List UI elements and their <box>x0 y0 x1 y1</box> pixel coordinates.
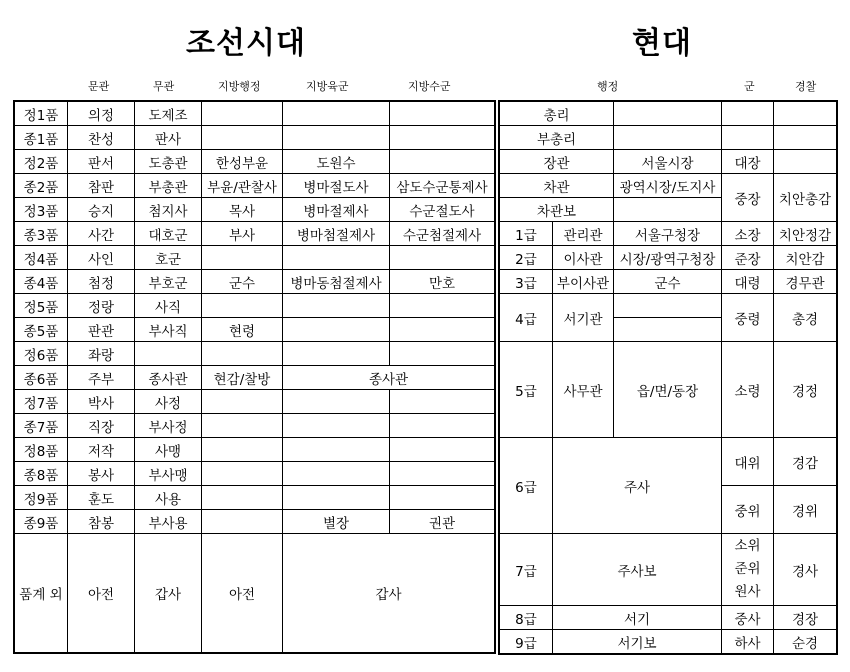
cell <box>614 318 722 342</box>
cell <box>390 414 495 438</box>
grade-cell: 4급 <box>500 294 553 342</box>
header-local-navy: 지방수군 <box>408 80 451 93</box>
cell <box>202 126 283 150</box>
header-admin: 행정 <box>597 80 619 93</box>
cell-line: 준위 <box>734 561 761 577</box>
cell <box>774 150 837 174</box>
table-row <box>500 222 837 246</box>
cell: 도총관 <box>135 150 202 174</box>
cell: 의정 <box>68 102 135 126</box>
table-row <box>500 438 837 486</box>
cell: 경감 <box>774 438 837 486</box>
table-row <box>500 126 837 150</box>
cell: 주사보 <box>553 534 722 606</box>
table-row <box>500 150 837 174</box>
cell: 장관 <box>500 150 614 174</box>
cell: 아전 <box>68 534 135 653</box>
cell: 도제조 <box>135 102 202 126</box>
cell: 서울시장 <box>614 150 722 174</box>
cell <box>614 102 722 126</box>
cell <box>283 294 390 318</box>
rank-cell: 정5품 <box>15 294 68 318</box>
table-row <box>15 534 495 653</box>
cell: 첨정 <box>68 270 135 294</box>
cell: 소령 <box>722 342 774 438</box>
cell: 사정 <box>135 390 202 414</box>
cell: 수군절도사 <box>390 198 495 222</box>
cell: 병마절제사 <box>283 198 390 222</box>
cell <box>283 246 390 270</box>
cell <box>283 486 390 510</box>
cell: 차관 <box>500 174 614 198</box>
cell <box>202 390 283 414</box>
cell: 부이사관 <box>553 270 614 294</box>
table-row <box>15 486 495 510</box>
cell <box>283 462 390 486</box>
cell <box>774 126 837 150</box>
table-row <box>500 174 837 198</box>
cell: 사맹 <box>135 438 202 462</box>
cell: 부총리 <box>500 126 614 150</box>
cell: 종사관 <box>283 366 495 390</box>
cell <box>202 438 283 462</box>
cell <box>202 294 283 318</box>
cell: 중위 <box>722 486 774 534</box>
cell: 현령 <box>202 318 283 342</box>
cell: 주부 <box>68 366 135 390</box>
cell: 종사관 <box>135 366 202 390</box>
table-row <box>15 270 495 294</box>
cell: 차관보 <box>500 198 614 222</box>
grade-cell: 5급 <box>500 342 553 438</box>
cell <box>390 390 495 414</box>
cell <box>202 102 283 126</box>
rank-cell: 종3품 <box>15 222 68 246</box>
cell: 부사용 <box>135 510 202 534</box>
cell <box>390 102 495 126</box>
header-local-admin: 지방행정 <box>218 80 261 93</box>
cell: 치안정감 <box>774 222 837 246</box>
cell <box>202 510 283 534</box>
cell: 서기관 <box>553 294 614 342</box>
cell <box>390 342 495 366</box>
header-army: 군 <box>744 80 755 93</box>
cell <box>614 126 722 150</box>
rank-cell: 정8품 <box>15 438 68 462</box>
cell: 판관 <box>68 318 135 342</box>
cell: 순경 <box>774 630 837 654</box>
rank-cell: 종8품 <box>15 462 68 486</box>
rank-cell: 종4품 <box>15 270 68 294</box>
cell-line: 소위 <box>734 538 761 554</box>
grade-cell: 1급 <box>500 222 553 246</box>
cell: 부총관 <box>135 174 202 198</box>
cell: 서울구청장 <box>614 222 722 246</box>
cell <box>390 126 495 150</box>
cell <box>202 486 283 510</box>
cell <box>390 294 495 318</box>
cell: 아전 <box>202 534 283 653</box>
cell <box>390 318 495 342</box>
cell <box>390 246 495 270</box>
joseon-title: 조선시대 <box>186 26 306 61</box>
cell: 박사 <box>68 390 135 414</box>
header-civil: 문관 <box>88 80 110 93</box>
rank-cell: 종5품 <box>15 318 68 342</box>
cell: 좌랑 <box>68 342 135 366</box>
header-police: 경찰 <box>795 80 817 93</box>
cell: 갑사 <box>283 534 495 653</box>
table-row <box>15 222 495 246</box>
cell: 대호군 <box>135 222 202 246</box>
cell <box>722 102 774 126</box>
cell <box>202 414 283 438</box>
table-row <box>15 318 495 342</box>
table-row <box>15 246 495 270</box>
table-row <box>15 126 495 150</box>
cell: 판사 <box>135 126 202 150</box>
cell: 병마첨절제사 <box>283 222 390 246</box>
table-row <box>15 198 495 222</box>
cell: 사인 <box>68 246 135 270</box>
rank-cell: 정6품 <box>15 342 68 366</box>
cell: 하사 <box>722 630 774 654</box>
rank-cell: 종2품 <box>15 174 68 198</box>
modern-rank-table <box>499 101 837 654</box>
cell <box>283 438 390 462</box>
table-row <box>500 630 837 654</box>
header-local-army: 지방육군 <box>306 80 349 93</box>
cell <box>774 102 837 126</box>
table-row <box>15 390 495 414</box>
cell: 승지 <box>68 198 135 222</box>
grade-cell: 8급 <box>500 606 553 630</box>
cell: 소장 <box>722 222 774 246</box>
grade-cell: 7급 <box>500 534 553 606</box>
table-row <box>500 270 837 294</box>
rank-cell: 정1품 <box>15 102 68 126</box>
cell: 총경 <box>774 294 837 342</box>
cell: 부윤/관찰사 <box>202 174 283 198</box>
cell: 서기 <box>553 606 722 630</box>
cell <box>283 342 390 366</box>
header-military: 무관 <box>153 80 175 93</box>
cell: 수군첨절제사 <box>390 222 495 246</box>
cell <box>283 318 390 342</box>
cell <box>614 198 722 222</box>
cell <box>202 462 283 486</box>
rank-cell: 종9품 <box>15 510 68 534</box>
rank-cell: 종7품 <box>15 414 68 438</box>
cell: 경무관 <box>774 270 837 294</box>
table-row <box>500 102 837 126</box>
grade-cell: 6급 <box>500 438 553 534</box>
cell: 현감/찰방 <box>202 366 283 390</box>
cell: 사무관 <box>553 342 614 438</box>
cell: 치안감 <box>774 246 837 270</box>
cell: 참봉 <box>68 510 135 534</box>
grade-cell: 2급 <box>500 246 553 270</box>
cell: 중령 <box>722 294 774 342</box>
cell <box>283 414 390 438</box>
cell: 훈도 <box>68 486 135 510</box>
cell: 중사 <box>722 606 774 630</box>
cell: 만호 <box>390 270 495 294</box>
cell <box>283 126 390 150</box>
cell: 병마동첨절제사 <box>283 270 390 294</box>
cell: 대령 <box>722 270 774 294</box>
cell: 광역시장/도지사 <box>614 174 722 198</box>
cell: 군수 <box>614 270 722 294</box>
cell: 중장 <box>722 174 774 222</box>
rank-cell: 종6품 <box>15 366 68 390</box>
cell <box>283 390 390 414</box>
cell: 주사 <box>553 438 722 534</box>
cell: 한성부윤 <box>202 150 283 174</box>
cell: 대위 <box>722 438 774 486</box>
cell: 사용 <box>135 486 202 510</box>
cell: 판서 <box>68 150 135 174</box>
cell: 도원수 <box>283 150 390 174</box>
cell: 서기보 <box>553 630 722 654</box>
cell-line: 원사 <box>734 584 761 600</box>
table-row <box>500 342 837 438</box>
cell: 병마절도사 <box>283 174 390 198</box>
table-row <box>15 102 495 126</box>
rank-cell: 품계 외 <box>15 534 68 653</box>
rank-cell: 정9품 <box>15 486 68 510</box>
table-row <box>15 414 495 438</box>
rank-cell: 정3품 <box>15 198 68 222</box>
table-row <box>15 294 495 318</box>
cell: 경장 <box>774 606 837 630</box>
cell: 군수 <box>202 270 283 294</box>
cell: 저작 <box>68 438 135 462</box>
table-row <box>500 606 837 630</box>
cell <box>614 294 722 318</box>
table-row <box>500 534 837 606</box>
cell: 정랑 <box>68 294 135 318</box>
cell: 부사맹 <box>135 462 202 486</box>
table-row <box>15 366 495 390</box>
cell: 읍/면/동장 <box>614 342 722 438</box>
cell: 부사직 <box>135 318 202 342</box>
cell <box>722 126 774 150</box>
cell <box>722 534 774 606</box>
cell <box>390 486 495 510</box>
cell: 호군 <box>135 246 202 270</box>
cell: 갑사 <box>135 534 202 653</box>
cell: 관리관 <box>553 222 614 246</box>
cell: 삼도수군통제사 <box>390 174 495 198</box>
cell: 별장 <box>283 510 390 534</box>
modern-title: 현대 <box>632 26 692 61</box>
cell <box>283 102 390 126</box>
cell: 경정 <box>774 342 837 438</box>
cell: 대장 <box>722 150 774 174</box>
table-row <box>15 462 495 486</box>
cell <box>202 342 283 366</box>
table-row <box>500 246 837 270</box>
grade-cell: 3급 <box>500 270 553 294</box>
grade-cell: 9급 <box>500 630 553 654</box>
cell: 경사 <box>774 534 837 606</box>
rank-cell: 정4품 <box>15 246 68 270</box>
cell: 봉사 <box>68 462 135 486</box>
joseon-rank-table <box>14 101 495 653</box>
cell <box>202 246 283 270</box>
table-row <box>15 150 495 174</box>
cell: 사간 <box>68 222 135 246</box>
rank-cell: 정2품 <box>15 150 68 174</box>
cell: 이사관 <box>553 246 614 270</box>
table-row <box>15 342 495 366</box>
cell <box>135 342 202 366</box>
cell: 직장 <box>68 414 135 438</box>
table-row <box>15 438 495 462</box>
table-row <box>15 174 495 198</box>
cell: 부사정 <box>135 414 202 438</box>
cell: 부호군 <box>135 270 202 294</box>
rank-cell: 정7품 <box>15 390 68 414</box>
cell: 사직 <box>135 294 202 318</box>
rank-cell: 종1품 <box>15 126 68 150</box>
cell: 찬성 <box>68 126 135 150</box>
cell: 첨지사 <box>135 198 202 222</box>
cell: 총리 <box>500 102 614 126</box>
cell <box>390 438 495 462</box>
cell: 부사 <box>202 222 283 246</box>
cell <box>390 462 495 486</box>
table-row <box>15 510 495 534</box>
cell: 권관 <box>390 510 495 534</box>
cell: 경위 <box>774 486 837 534</box>
cell: 목사 <box>202 198 283 222</box>
cell: 준장 <box>722 246 774 270</box>
cell <box>390 150 495 174</box>
table-row <box>500 294 837 318</box>
cell: 시장/광역구청장 <box>614 246 722 270</box>
cell: 치안총감 <box>774 174 837 222</box>
cell: 참판 <box>68 174 135 198</box>
